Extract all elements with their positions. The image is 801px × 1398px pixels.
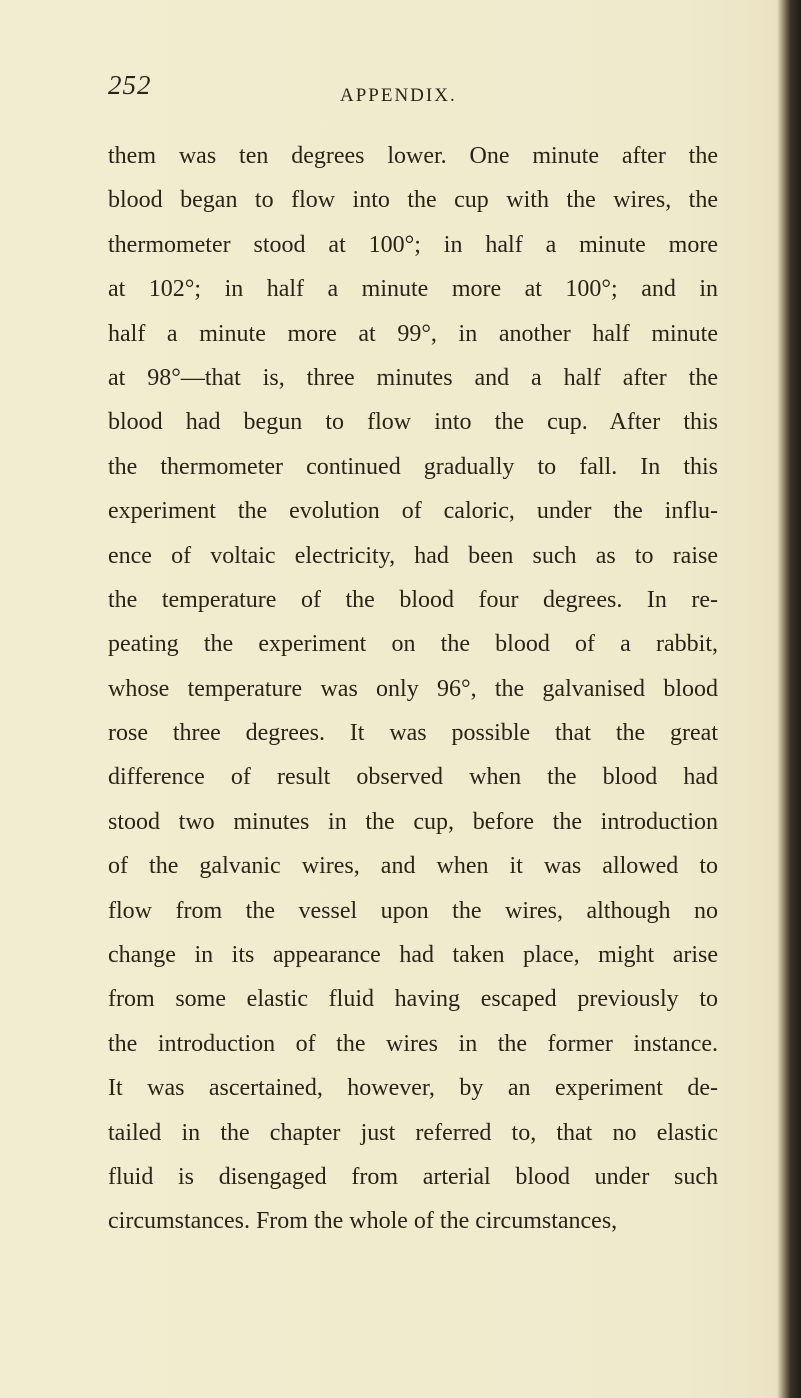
text-line: them was ten degrees lower. One minute after the <box>108 143 718 169</box>
body-text <box>108 134 718 1244</box>
text-line: flow from the vessel upon the wires, although no <box>108 897 718 924</box>
text-line: blood had begun to flow into the cup. After this <box>108 409 718 436</box>
text-line: the thermometer continued gradually to fall. In this <box>108 453 718 480</box>
text-line: thermometer stood at 100°; in half a minute more <box>108 231 718 258</box>
text-line: ence of voltaic electricity, had been such as to raise <box>108 542 718 569</box>
text-line: at 98°—that is, three minutes and a half after the <box>108 364 718 391</box>
page-number: 252 <box>108 70 152 100</box>
text-line: circumstances. From the whole of the circumstances, <box>108 1208 618 1235</box>
text-line: tailed in the chapter just referred to, that no elastic <box>108 1119 718 1146</box>
text-line: the temperature of the blood four degrees. In re- <box>108 586 718 613</box>
text-line: blood began to flow into the cup with the wires, the <box>108 187 718 214</box>
text-line: half a minute more at 99°, in another half minute <box>108 320 718 347</box>
text-line: rose three degrees. It was possible that the great <box>108 720 718 747</box>
text-line: peating the experiment on the blood of a rabbit, <box>108 631 718 658</box>
text-line: change in its appearance had taken place, might arise <box>108 942 718 969</box>
text-line: stood two minutes in the cup, before the introduction <box>108 808 718 835</box>
text-line: of the galvanic wires, and when it was allowed to <box>108 853 718 880</box>
text-line: the introduction of the wires in the former instance. <box>108 1030 718 1057</box>
text-line: experiment the evolution of caloric, under the influ- <box>108 498 718 525</box>
text-line: from some elastic fluid having escaped previously to <box>108 986 718 1013</box>
page-gutter-shadow <box>777 0 801 1398</box>
running-head: APPENDIX. <box>340 85 457 106</box>
text-line: at 102°; in half a minute more at 100°; and in <box>108 276 718 303</box>
text-line: whose temperature was only 96°, the galvanised blood <box>108 675 718 702</box>
text-line: difference of result observed when the blood had <box>108 764 718 791</box>
text-line: fluid is disengaged from arterial blood under such <box>108 1163 718 1190</box>
text-line: It was ascertained, however, by an experiment de- <box>108 1075 718 1102</box>
